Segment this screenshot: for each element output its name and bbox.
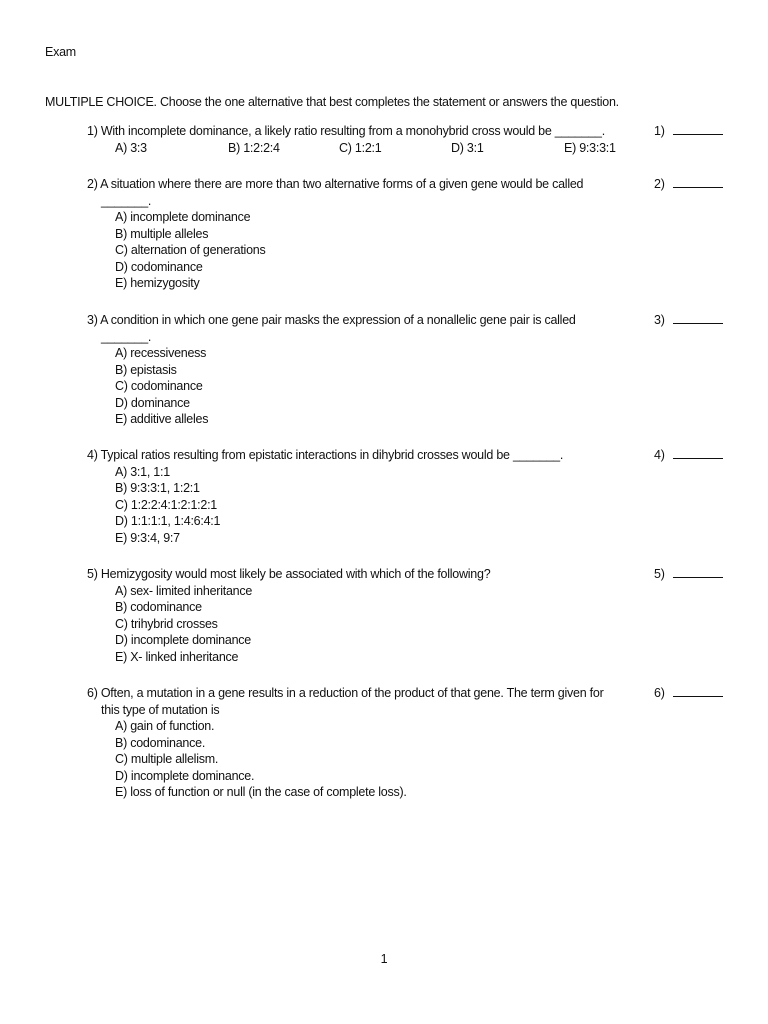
option-c[interactable]: C) trihybrid crosses bbox=[115, 616, 218, 631]
option-a[interactable]: A) 3:1, 1:1 bbox=[115, 464, 170, 479]
option-b[interactable]: B) 1:2:2:4 bbox=[228, 140, 280, 155]
question-text-continued: this type of mutation is bbox=[101, 702, 220, 717]
option-a[interactable]: A) 3:3 bbox=[115, 140, 147, 155]
option-e[interactable]: E) hemizygosity bbox=[115, 276, 200, 290]
answer-number: 3) bbox=[654, 313, 665, 327]
option-c[interactable]: C) alternation of generations bbox=[115, 243, 266, 257]
option-b[interactable]: B) codominance. bbox=[115, 735, 206, 750]
option-e[interactable]: E) loss of function or null (in the case of complete loss). bbox=[115, 785, 407, 799]
options-row bbox=[87, 140, 767, 157]
answer-blank[interactable] bbox=[673, 134, 723, 135]
question-1 bbox=[87, 123, 767, 156]
answer-number: 6) bbox=[654, 686, 665, 700]
option-e[interactable]: E) X- linked inheritance bbox=[115, 649, 239, 664]
options-list bbox=[87, 345, 767, 428]
answer-number: 1) bbox=[654, 124, 665, 138]
option-d[interactable]: D) dominance bbox=[115, 395, 190, 410]
question-2 bbox=[87, 176, 767, 292]
question-5 bbox=[87, 566, 767, 665]
option-b[interactable]: B) multiple alleles bbox=[115, 226, 209, 241]
options-list bbox=[87, 464, 767, 547]
question-text: 5) Hemizygosity would most likely be associated with which of the following? bbox=[87, 567, 491, 581]
question-text: 3) A condition in which one gene pair masks the expression of a nonallelic gene pair is called bbox=[87, 313, 576, 327]
option-e[interactable]: E) additive alleles bbox=[115, 412, 209, 426]
options-list bbox=[87, 583, 767, 666]
instructions: MULTIPLE CHOICE. Choose the one alternative that best completes the statement or answers the question. bbox=[45, 95, 619, 109]
question-text-continued: _______. bbox=[101, 193, 152, 208]
answer-blank[interactable] bbox=[673, 577, 723, 578]
question-4 bbox=[87, 447, 767, 546]
answer-number: 5) bbox=[654, 567, 665, 581]
option-d[interactable]: D) incomplete dominance bbox=[115, 633, 251, 647]
option-b[interactable]: B) codominance bbox=[115, 600, 202, 614]
option-e[interactable]: E) 9:3:3:1 bbox=[564, 140, 616, 155]
question-6 bbox=[87, 685, 767, 801]
option-a[interactable]: A) recessiveness bbox=[115, 346, 207, 360]
answer-number: 4) bbox=[654, 448, 665, 462]
option-a[interactable]: A) sex- limited inheritance bbox=[115, 583, 253, 598]
question-text: 4) Typical ratios resulting from epistatic interactions in dihybrid crosses would be _______. bbox=[87, 448, 564, 462]
answer-blank[interactable] bbox=[673, 323, 723, 324]
option-b[interactable]: B) epistasis bbox=[115, 362, 177, 377]
question-text: 2) A situation where there are more than two alternative forms of a given gene would be called bbox=[87, 177, 584, 191]
options-list bbox=[87, 718, 767, 801]
option-c[interactable]: C) 1:2:1 bbox=[339, 140, 382, 155]
option-d[interactable]: D) incomplete dominance. bbox=[115, 768, 255, 783]
option-b[interactable]: B) 9:3:3:1, 1:2:1 bbox=[115, 481, 200, 495]
question-text-continued: _______. bbox=[101, 329, 152, 344]
answer-number: 2) bbox=[654, 177, 665, 191]
option-e[interactable]: E) 9:3:4, 9:7 bbox=[115, 530, 180, 545]
option-c[interactable]: C) multiple allelism. bbox=[115, 752, 219, 766]
option-a[interactable]: A) gain of function. bbox=[115, 719, 215, 733]
answer-blank[interactable] bbox=[673, 696, 723, 697]
option-c[interactable]: C) 1:2:2:4:1:2:1:2:1 bbox=[115, 497, 218, 512]
question-text: 6) Often, a mutation in a gene results in a reduction of the product of that gene. The term given for bbox=[87, 686, 604, 700]
page-number: 1 bbox=[380, 952, 388, 966]
question-3 bbox=[87, 312, 767, 428]
options-list bbox=[87, 209, 767, 292]
question-text: 1) With incomplete dominance, a likely ratio resulting from a monohybrid cross would be _______. bbox=[87, 124, 605, 138]
option-d[interactable]: D) 3:1 bbox=[451, 140, 484, 155]
exam-title: Exam bbox=[45, 45, 76, 59]
option-c[interactable]: C) codominance bbox=[115, 379, 203, 393]
option-d[interactable]: D) codominance bbox=[115, 259, 203, 274]
option-d[interactable]: D) 1:1:1:1, 1:4:6:4:1 bbox=[115, 514, 221, 528]
answer-blank[interactable] bbox=[673, 187, 723, 188]
answer-blank[interactable] bbox=[673, 458, 723, 459]
option-a[interactable]: A) incomplete dominance bbox=[115, 210, 251, 224]
